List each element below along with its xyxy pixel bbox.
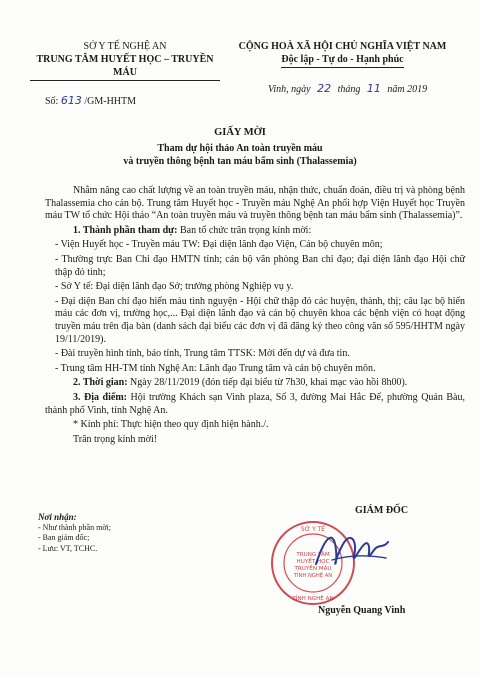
subtitle-line-1: Tham dự hội thảo An toàn truyền máu bbox=[157, 143, 323, 154]
doc-number-prefix: Số: bbox=[45, 96, 59, 107]
attendee-item: - Sở Y tế: Đại diện lãnh đạo Sở; trưởng phòng Nghiệp vụ y. bbox=[55, 281, 294, 293]
section-3-label: 3. Địa điểm: bbox=[73, 391, 127, 403]
recipient-item: - Lưu: VT, TCHC. bbox=[38, 543, 98, 553]
attendee-item: - Viện Huyết học - Truyền máu TW: Đại diện lãnh đạo Viện, Cán bộ chuyên môn; bbox=[55, 239, 383, 251]
recipient-item: - Ban giám đốc; bbox=[38, 533, 90, 542]
svg-text:TRUNG TÂM: TRUNG TÂM bbox=[296, 552, 330, 558]
issuer-header bbox=[30, 40, 220, 81]
subtitle-line-2: và truyền thông bệnh tan máu bẩm sinh (Thalassemia) bbox=[123, 156, 357, 167]
closing-line: Trân trọng kính mời! bbox=[73, 433, 158, 445]
section-1-label: 1. Thành phần tham dự: bbox=[73, 224, 178, 236]
document-body bbox=[45, 185, 465, 448]
date-month: 11 bbox=[366, 82, 381, 95]
fee-note: * Kính phí: Thực hiện theo quy định hiện hành./. bbox=[73, 419, 269, 431]
svg-text:HUYẾT HỌC: HUYẾT HỌC bbox=[296, 559, 330, 565]
document-number bbox=[45, 94, 136, 107]
section-2-text: Ngày 28/11/2019 (đón tiếp đại biểu từ 7h30, khai mạc vào hồi 8h00). bbox=[127, 377, 408, 389]
recipients-heading: Nơi nhận: bbox=[38, 512, 77, 522]
section-1-text: Ban tổ chức trân trọng kính mời: bbox=[177, 224, 312, 236]
document-date bbox=[268, 82, 427, 95]
attendee-item: - Thường trực Ban Chỉ đạo HMTN tỉnh; cán bộ văn phòng Ban chỉ đạo; đại diện lãnh đạo Hội chữ thập đỏ tỉnh; bbox=[55, 253, 465, 278]
document-title: GIẤY MỜI bbox=[214, 127, 266, 138]
recipients-block bbox=[38, 512, 111, 554]
attendee-item: - Đại diện Ban chỉ đạo hiến máu tình nguyện - Hội chữ thập đỏ các huyện, thành, thị; câu lạc bộ hiến máu các đơn vị, trường học,... Đại diện lãnh đạo và cán bộ chuyên khoa các bệnh viện có hoạt động truyền máu trên địa bàn (danh sách đại biểu các đơn vị đã đăng ký theo công văn số 595/HHTM ngày 19/11/2019). bbox=[55, 295, 465, 345]
national-header bbox=[220, 40, 465, 68]
signer-name: Nguyễn Quang Vinh bbox=[318, 605, 406, 616]
date-year: năm 2019 bbox=[387, 84, 428, 95]
date-day: 22 bbox=[317, 82, 332, 95]
attendee-item: - Trung tâm HH-TM tỉnh Nghệ An: Lãnh đạo Trung tâm và cán bộ chuyên môn. bbox=[55, 362, 376, 374]
svg-text:TỈNH NGHỆ AN: TỈNH NGHỆ AN bbox=[293, 573, 333, 579]
svg-text:TỈNH NGHỆ AN: TỈNH NGHỆ AN bbox=[292, 596, 334, 602]
date-prefix: Vinh, ngày bbox=[268, 84, 311, 95]
signer-title: GIÁM ĐỐC bbox=[355, 505, 409, 516]
issuer-org: TRUNG TÂM HUYẾT HỌC – TRUYỀN MÁU bbox=[30, 53, 220, 81]
section-2-label: 2. Thời gian: bbox=[73, 377, 128, 389]
doc-number-suffix: /GM-HHTM bbox=[84, 96, 137, 107]
handwritten-signature bbox=[312, 520, 392, 580]
date-month-word: tháng bbox=[337, 84, 361, 95]
national-title: CỘNG HOÀ XÃ HỘI CHỦ NGHĨA VIỆT NAM bbox=[238, 41, 447, 52]
document-subtitle bbox=[0, 142, 480, 168]
section-3-text: Hội trường Khách sạn Vinh plaza, Số 3, đường Mai Hắc Đế, phường Quán Bàu, thành phố Vinh, tỉnh Nghệ An. bbox=[45, 391, 465, 416]
doc-number-handwritten: 613 bbox=[60, 94, 82, 107]
svg-text:SỞ Y TẾ: SỞ Y TẾ bbox=[300, 526, 326, 533]
national-motto: Độc lập - Tự do - Hạnh phúc bbox=[281, 53, 403, 68]
attendee-item: - Đài truyền hình tỉnh, báo tỉnh, Trung tâm TTSK: Mời đến dự và đưa tin. bbox=[55, 348, 350, 360]
intro-paragraph: Nhằm nâng cao chất lượng về an toàn truyền máu, nhận thức, chuẩn đoán, điều trị và phòng bệnh Thalassemia cho cán bộ. Trung tâm Huyết học - Truyền máu Nghệ An phối hợp Viện Huyết học Truyền máu TW tổ chức Hội thảo “An toàn truyền máu và truyền thông bệnh tan máu bẩm sinh (Thalassemia)”. bbox=[45, 185, 465, 222]
issuer-parent-org: SỞ Y TẾ NGHỆ AN bbox=[83, 41, 167, 52]
svg-text:TRUYỀN MÁU: TRUYỀN MÁU bbox=[294, 566, 332, 572]
recipient-item: - Như thành phần mời; bbox=[38, 522, 111, 532]
